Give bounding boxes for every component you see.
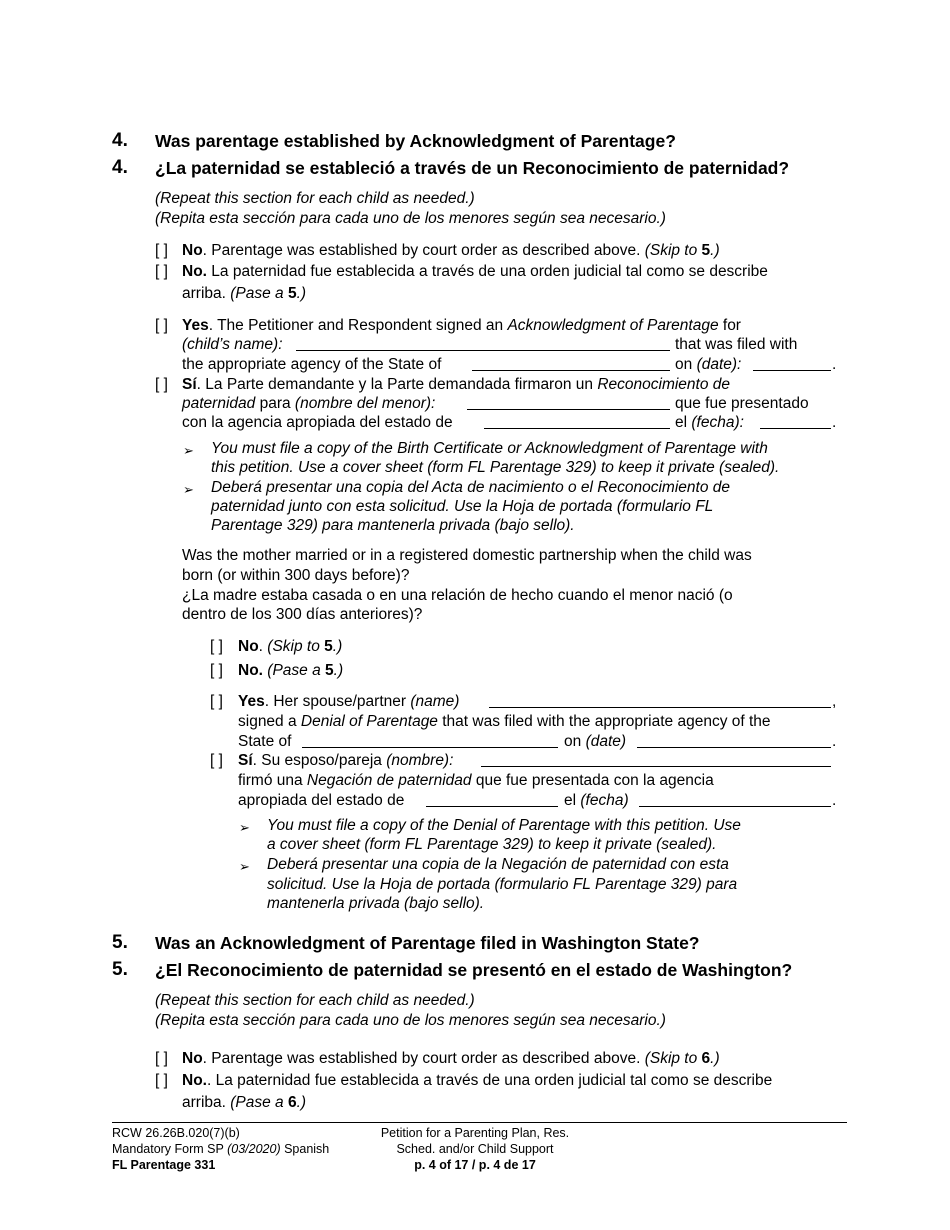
childs-name-label: (child’s name): <box>182 336 283 353</box>
s5-no-en-line: No. Parentage was established by court order as described above. (Skip to 6.) <box>182 1050 720 1067</box>
section-5-title-en: Was an Acknowledgment of Parentage filed in Washington State? <box>155 933 700 953</box>
footer-center <box>370 1125 580 1173</box>
repeat-note-es: (Repita esta sección para cada uno de los menores según sea necesario.) <box>155 210 666 227</box>
fecha-label: el (fecha): <box>675 414 744 431</box>
s4-no-es-line2: arriba. (Pase a 5.) <box>182 285 307 302</box>
bullet2-en-l2: a cover sheet (form FL Parentage 329) to keep it private (sealed). <box>267 836 717 853</box>
section-5-title-es: ¿El Reconocimiento de paternidad se presentó en el estado de Washington? <box>155 960 793 980</box>
mother-question-es-l1: ¿La madre estaba casada o en una relación de hecho cuando el menor nació (o <box>182 587 733 604</box>
bullet1-es-l1: Deberá presentar una copia del Acta de nacimiento o el Reconocimiento de <box>211 479 730 496</box>
footer-form-id: FL Parentage 331 <box>112 1158 216 1172</box>
mother-yes-en-l2: signed a Denial of Parentage that was filed with the appropriate agency of the <box>238 713 771 730</box>
negacion-fecha-field[interactable] <box>639 792 831 807</box>
childs-name-field[interactable] <box>296 336 670 351</box>
arrow-bullet-icon: ➢ <box>183 443 194 458</box>
nombre-menor-field[interactable] <box>467 395 670 410</box>
section-4-number: 4. <box>112 130 128 151</box>
bullet2-es-l3: mantenerla privada (bajo sello). <box>267 895 485 912</box>
bullet1-es-l3: Parentage 329) para mantenerla privada (bajo sello). <box>211 517 575 534</box>
section-5-number: 5. <box>112 932 128 953</box>
period: . <box>832 792 837 809</box>
checkbox-mother-yes-en[interactable]: [ ] <box>210 693 223 710</box>
s4-yes-es-line2: paternidad para (nombre del menor): <box>182 395 436 412</box>
period: . <box>832 414 837 431</box>
bullet2-es-l2: solicitud. Use la Hoja de portada (formulario FL Parentage 329) para <box>267 876 738 893</box>
date-label: on (date): <box>675 356 742 373</box>
bullet2-es-l1: Deberá presentar una copia de la Negación de paternidad con esta <box>267 856 729 873</box>
presentado-text: que fue presentado <box>675 395 809 412</box>
checkbox-s4-no-en[interactable]: [ ] <box>155 242 168 259</box>
footer-mandatory: Mandatory Form SP (03/2020) Spanish <box>112 1142 330 1156</box>
spouse-name-field[interactable] <box>489 693 831 708</box>
arrow-bullet-icon: ➢ <box>239 820 250 835</box>
mother-question-en-l1: Was the mother married or in a registered domestic partnership when the child was <box>182 547 752 564</box>
section-5-number-es: 5. <box>112 959 128 980</box>
section-4-number-es: 4. <box>112 157 128 178</box>
mother-yes-en-l1: Yes. Her spouse/partner (name) <box>238 693 460 710</box>
arrow-bullet-icon: ➢ <box>239 859 250 874</box>
mother-yes-es-l1: Sí. Su esposo/pareja (nombre): <box>238 752 454 769</box>
footer-divider <box>112 1122 847 1123</box>
comma: , <box>832 693 837 710</box>
estado-field[interactable] <box>484 414 670 429</box>
checkbox-s4-yes-es[interactable]: [ ] <box>155 376 168 393</box>
checkbox-s5-no-es[interactable]: [ ] <box>155 1072 168 1089</box>
denial-date-field[interactable] <box>637 733 831 748</box>
s4-yes-en-line1: Yes. The Petitioner and Respondent signed an Acknowledgment of Parentage for <box>182 317 741 334</box>
checkbox-mother-yes-es[interactable]: [ ] <box>210 752 223 769</box>
state-of-label: the appropriate agency of the State of <box>182 356 442 373</box>
mother-no-en: No. (Skip to 5.) <box>238 638 343 655</box>
period: . <box>832 356 837 373</box>
esposo-nombre-field[interactable] <box>481 752 831 767</box>
checkbox-s4-no-es[interactable]: [ ] <box>155 263 168 280</box>
s5-no-es-line2: arriba. (Pase a 6.) <box>182 1094 307 1111</box>
bullet1-en-l1: You must file a copy of the Birth Certificate or Acknowledgment of Parentage with <box>211 440 768 457</box>
footer-title-l1: Petition for a Parenting Plan, Res. <box>380 1126 570 1140</box>
state-field[interactable] <box>472 356 670 371</box>
checkbox-s5-no-en[interactable]: [ ] <box>155 1050 168 1067</box>
bullet2-en-l1: You must file a copy of the Denial of Parentage with this petition. Use <box>267 817 741 834</box>
footer-rcw: RCW 26.26B.020(7)(b) <box>112 1126 240 1140</box>
arrow-bullet-icon: ➢ <box>183 482 194 497</box>
date-field[interactable] <box>753 356 831 371</box>
checkbox-s4-yes-en[interactable]: [ ] <box>155 317 168 334</box>
repeat-note-en: (Repeat this section for each child as needed.) <box>155 190 475 207</box>
checkbox-mother-no-es[interactable]: [ ] <box>210 662 223 679</box>
period: . <box>832 733 837 750</box>
footer-page-number: p. 4 of 17 / p. 4 de 17 <box>414 1158 536 1172</box>
repeat-note-es-5: (Repita esta sección para cada uno de los menores según sea necesario.) <box>155 1012 666 1029</box>
apropiada-text: apropiada del estado de <box>238 792 405 809</box>
state-of-label-2: State of <box>238 733 292 750</box>
footer-title-l2: Sched. and/or Child Support <box>396 1142 554 1156</box>
section-4-title-en: Was parentage established by Acknowledgment of Parentage? <box>155 131 676 151</box>
denial-date-label: on (date) <box>564 733 627 750</box>
fecha-field[interactable] <box>760 414 831 429</box>
mother-question-es-l2: dentro de los 300 días anteriores)? <box>182 606 423 623</box>
s4-no-es-line1: No. La paternidad fue establecida a través de una orden judicial tal como se describe <box>182 263 768 280</box>
mother-no-es: No. (Pase a 5.) <box>238 662 344 679</box>
mother-yes-es-l2: firmó una Negación de paternidad que fue presentada con la agencia <box>238 772 714 789</box>
mother-question-en-l2: born (or within 300 days before)? <box>182 567 410 584</box>
s4-no-en-line: No. Parentage was established by court order as described above. (Skip to 5.) <box>182 242 720 259</box>
negacion-estado-field[interactable] <box>426 792 558 807</box>
agencia-text: con la agencia apropiada del estado de <box>182 414 453 431</box>
bullet1-en-l2: this petition. Use a cover sheet (form FL Parentage 329) to keep it private (sealed). <box>211 459 780 476</box>
footer-left <box>112 1125 329 1173</box>
denial-state-field[interactable] <box>302 733 558 748</box>
s5-no-es-line1: No.. La paternidad fue establecida a través de una orden judicial tal como se describe <box>182 1072 773 1089</box>
bullet1-es-l2: paternidad junto con esta solicitud. Use la Hoja de portada (formulario FL <box>211 498 714 515</box>
section-4-title-es: ¿La paternidad se estableció a través de un Reconocimiento de paternidad? <box>155 158 790 178</box>
s4-yes-es-line1: Sí. La Parte demandante y la Parte demandada firmaron un Reconocimiento de <box>182 376 731 393</box>
filed-with-text: that was filed with <box>675 336 798 353</box>
checkbox-mother-no-en[interactable]: [ ] <box>210 638 223 655</box>
negacion-fecha-label: el (fecha) <box>564 792 629 809</box>
repeat-note-en-5: (Repeat this section for each child as needed.) <box>155 992 475 1009</box>
